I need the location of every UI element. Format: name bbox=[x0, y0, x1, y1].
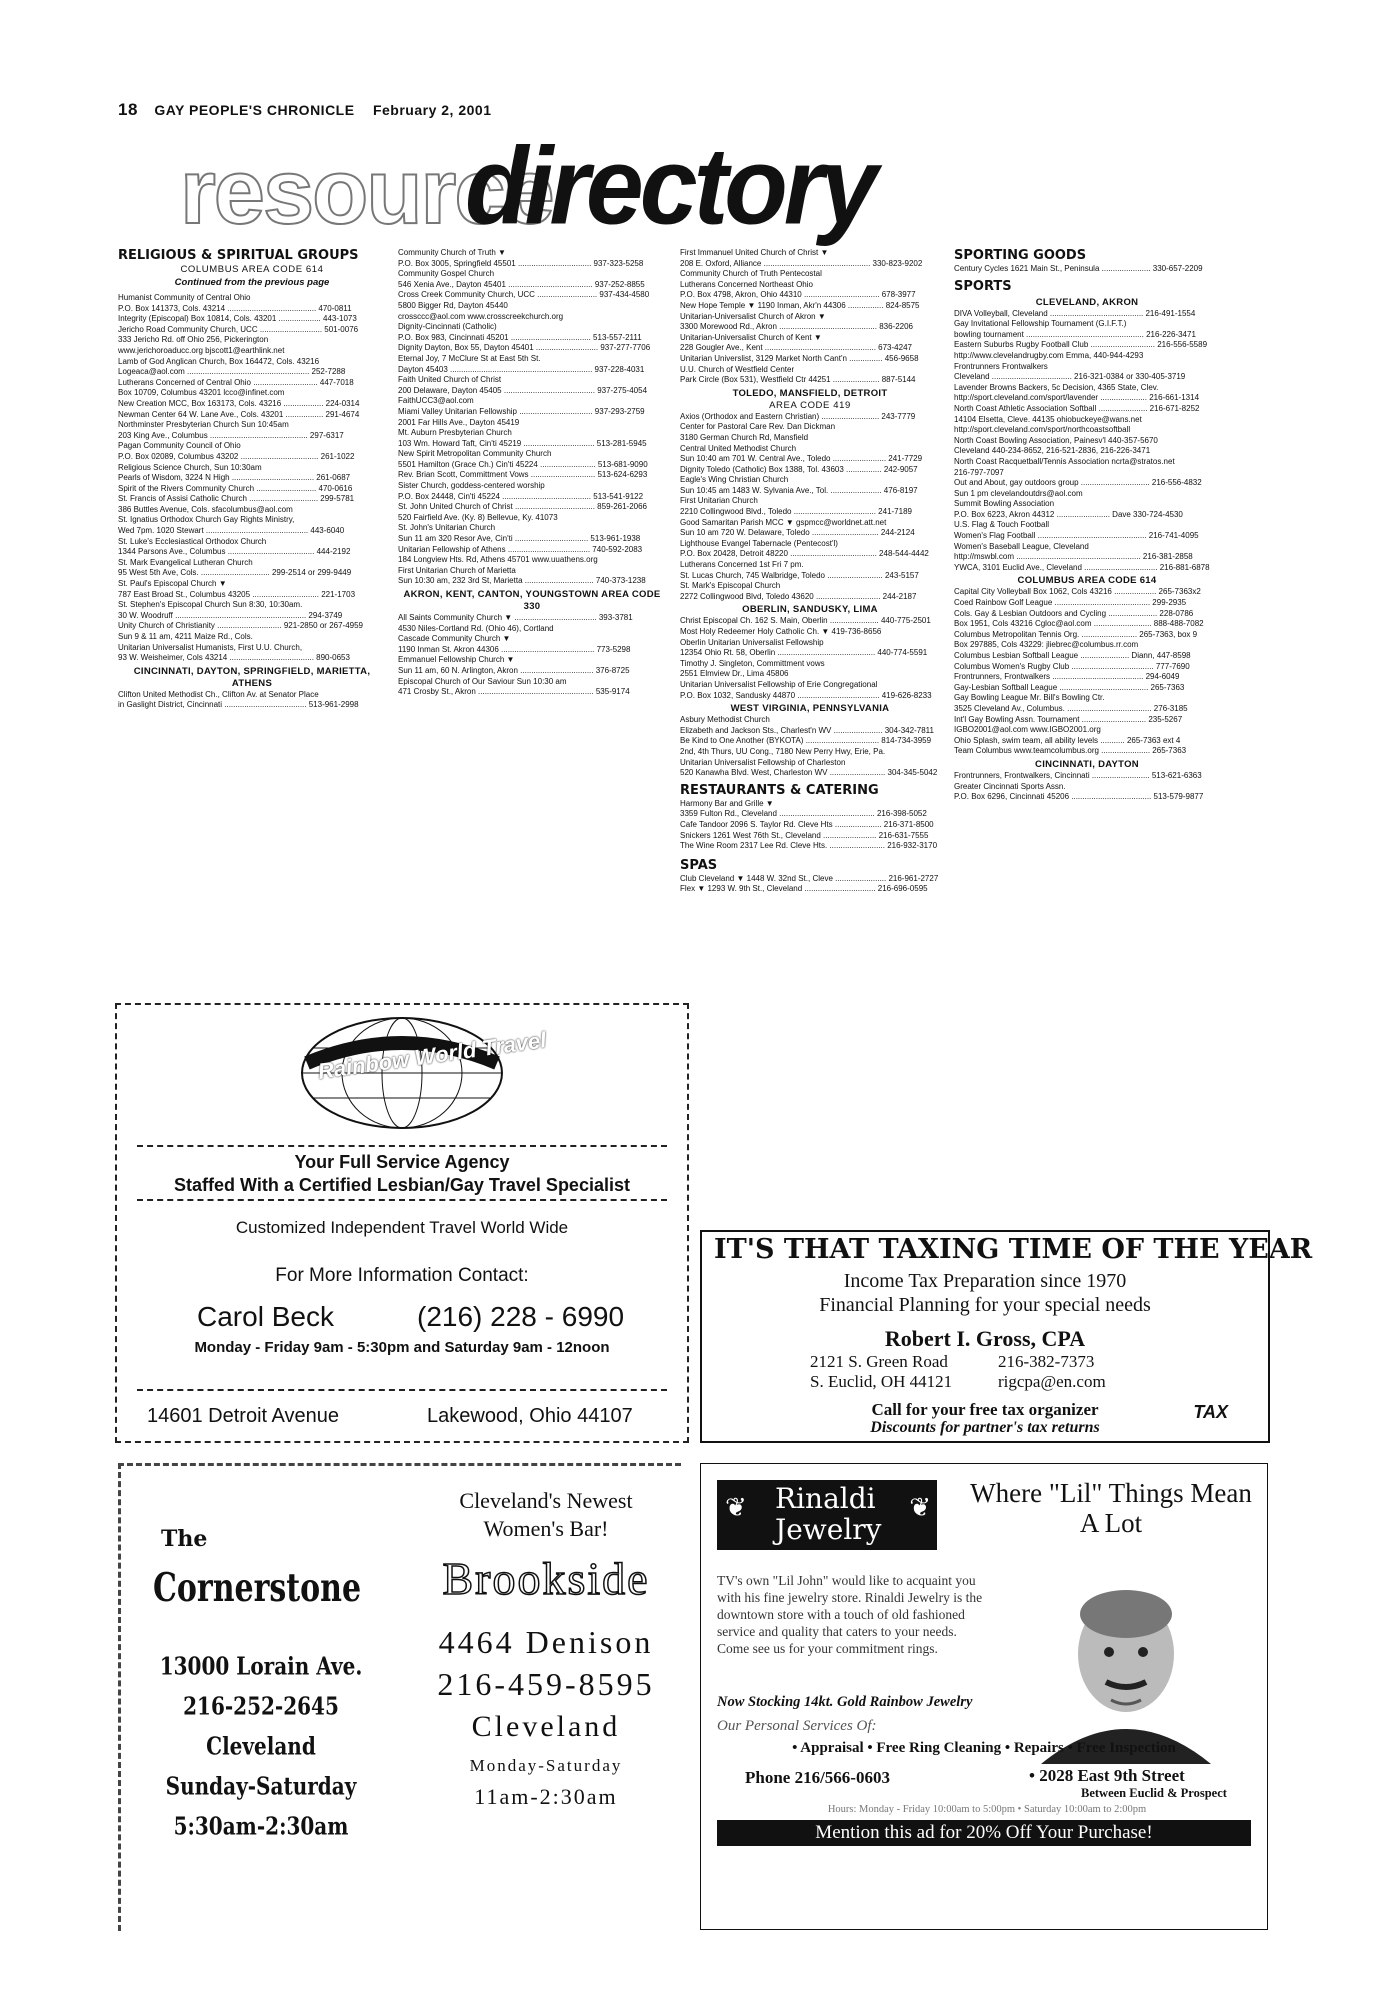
cornerstone-ad bbox=[121, 1466, 401, 1926]
listing-line: 2210 Collingwood Blvd., Toledo ..................................... 241-7189 bbox=[680, 507, 912, 517]
listing-line: Eagle's Wing Christian Church bbox=[680, 475, 789, 485]
rinaldi-logo-line-1: Rinaldi bbox=[775, 1482, 876, 1515]
listing-line: Mt. Auburn Presbyterian Church bbox=[398, 428, 512, 438]
listing-line: Box 10709, Columbus 43201 lcco@infinet.com bbox=[118, 388, 285, 398]
directory-column-2 bbox=[398, 248, 666, 698]
religious-heading: RELIGIOUS & SPIRITUAL GROUPS bbox=[118, 248, 359, 263]
listing-line: http://sport.cleveland.com/sport/lavender ..................... 216-661-1314 bbox=[954, 393, 1200, 403]
listing-line: New Creation MCC, Box 163173, Cols. 43216 .................. 224-0314 bbox=[118, 398, 360, 408]
sporting-goods-heading: SPORTING GOODS bbox=[954, 248, 1087, 263]
listing-line: St. John's Unitarian Church bbox=[398, 523, 496, 533]
listing-line: Religious Science Church, Sun 10:30am bbox=[118, 462, 262, 472]
listing-line: Snickers 1261 West 76th St., Cleveland ........................ 216-631-7555 bbox=[680, 830, 929, 840]
brookside-name: Brookside bbox=[442, 1553, 650, 1604]
listing-line: First Immanuel United Church of Christ ▼ bbox=[680, 248, 829, 257]
listing-line: 200 Delaware, Dayton 45405 ......................................... 937-275-4054 bbox=[398, 385, 648, 395]
listing-line: Wed 7pm. 1020 Stewart .............................................. 443-6040 bbox=[118, 526, 345, 536]
listing-line: Unitarian Universlist, 3129 Market North Cant'n ............... 456-9658 bbox=[680, 353, 919, 363]
listing-line: 184 Longview Hts. Rd, Athens 45701 www.uuathens.org bbox=[398, 555, 598, 565]
listing-line: Gay Bowling League Mr. Bill's Bowling Ctr. bbox=[954, 693, 1105, 703]
listing-line: Women's Flag Football ................................................. 216-741-4095 bbox=[954, 531, 1199, 541]
travel-tagline-3: Customized Independent Travel World Wide bbox=[235, 1218, 569, 1237]
listing-line: Dayton 45403 ................................................................ 937-228-4031 bbox=[398, 364, 645, 374]
listing-line: St. Lucas Church, 745 Walbridge, Toledo ......................... 243-5157 bbox=[680, 570, 919, 580]
listing-line: All Saints Community Church ▼ ..................................... 393-3781 bbox=[398, 613, 633, 622]
listing-line: Most Holy Redeemer Holy Catholic Ch. ▼ 419-736-8656 bbox=[680, 627, 882, 636]
listing-line: 12354 Ohio Rt. 58, Oberlin ............................................ 440-774-5591 bbox=[680, 648, 928, 658]
listing-line: Gay Invitational Fellowship Tournament (G.I.F.T.) bbox=[954, 319, 1127, 329]
listing-line: Sun 10:40 am 701 W. Central Ave., Toledo ........................ 241-7729 bbox=[680, 454, 923, 464]
ornament-icon: ❦ bbox=[909, 1492, 931, 1522]
listing-line: Frontrunners, Frontwalkers ......................................... 294-6049 bbox=[954, 672, 1180, 682]
listing-line: P.O. Box 20428, Detroit 48220 ....................................... 248-544-4442 bbox=[680, 549, 929, 559]
listing-line: Axios (Orthodox and Eastern Christian) .......................... 243-7779 bbox=[680, 411, 916, 421]
listing-line: 228 Gougler Ave., Kent .................................................. 673-4247 bbox=[680, 343, 912, 353]
sports-list-columbus bbox=[954, 587, 1220, 757]
listing-line: Emmanuel Fellowship Church ▼ bbox=[398, 655, 515, 665]
listing-line: Box 297885, Cols 43229: jliebrec@columbus.rr.com bbox=[954, 640, 1139, 650]
banner-title: directory bbox=[465, 126, 875, 248]
tax-address-2: S. Euclid, OH 44121 bbox=[810, 1372, 953, 1391]
listing-line: Int'l Gay Bowling Assn. Tournament ............................. 235-5267 bbox=[954, 714, 1183, 724]
travel-contact-name: Carol Beck bbox=[197, 1301, 334, 1332]
listing-line: Harmony Bar and Grille ▼ bbox=[680, 798, 774, 808]
cornerstone-city: Cleveland bbox=[206, 1731, 316, 1761]
cornerstone-name: Cornerstone bbox=[153, 1566, 362, 1612]
listing-line: 203 King Ave., Columbus ............................................ 297-6317 bbox=[118, 430, 344, 440]
listing-line: North Coast Bowling Association, Painesv'l 440-357-5670 bbox=[954, 435, 1158, 445]
religious-list-akron-cont bbox=[680, 248, 940, 386]
listing-line: First Unitarian Church bbox=[680, 496, 758, 506]
sporting-goods-list bbox=[954, 264, 1220, 275]
listing-line: crossccc@aol.com www.crosscreekchurch.org bbox=[398, 311, 564, 321]
toledo-heading: TOLEDO, MANSFIELD, DETROIT bbox=[732, 387, 888, 399]
cornerstone-days: Sunday-Saturday bbox=[165, 1771, 357, 1801]
toledo-area: AREA CODE 419 bbox=[769, 399, 851, 411]
brookside-hours: 11am-2:30am bbox=[474, 1784, 618, 1809]
page-number: 18 bbox=[118, 100, 138, 119]
spas-heading: SPAS bbox=[680, 857, 718, 873]
travel-divider bbox=[137, 1389, 667, 1391]
tax-line-2: Financial Planning for your special needs bbox=[819, 1294, 1151, 1316]
listing-line: Unitarian Universalist Fellowship of Erie Congregational bbox=[680, 679, 878, 689]
portrait-photo-icon bbox=[1001, 1574, 1251, 1764]
tax-headline-b: TAXING bbox=[878, 1234, 1000, 1265]
rinaldi-stock: Now Stocking 14kt. Gold Rainbow Jewelry bbox=[717, 1694, 973, 1710]
listing-line: IGBO2001@aol.com www.IGBO2001.org bbox=[954, 725, 1101, 735]
listing-line: New Spirit Metropolitan Community Church bbox=[398, 449, 552, 459]
listing-line: P.O. Box 6296, Cincinnati 45206 .................................... 513-579-9877 bbox=[954, 792, 1204, 802]
listing-line: 5501 Hamilton (Grace Ch.) Cin'ti 45224 ......................... 513-681-9090 bbox=[398, 459, 648, 469]
listing-line: Jericho Road Community Church, UCC ............................ 501-0076 bbox=[118, 324, 359, 334]
listing-line: Rev. Brian Scott, Committment Vows ............................. 513-624-6293 bbox=[398, 470, 648, 480]
travel-tagline-1: Your Full Service Agency bbox=[294, 1152, 510, 1172]
rinaldi-slogan: Where "Lil" Things Mean A Lot bbox=[970, 1478, 1252, 1538]
listing-line: 103 Wm. Howard Taft, Cin'ti 45219 ................................ 513-281-5945 bbox=[398, 438, 647, 448]
listing-line: St. Mark Evangelical Lutheran Church bbox=[118, 557, 253, 567]
cornerstone-address: 13000 Lorain Ave. bbox=[159, 1651, 363, 1681]
listing-line: 1344 Parsons Ave., Columbus ....................................... 444-2192 bbox=[118, 547, 351, 557]
ornament-icon: ❦ bbox=[725, 1492, 747, 1522]
listing-line: U.S. Flag & Touch Football bbox=[954, 520, 1050, 530]
listing-line: 2272 Collingwood Blvd, Toledo 43620 ............................. 244-2187 bbox=[680, 591, 917, 601]
sports-columbus-heading: COLUMBUS AREA CODE 614 bbox=[1017, 575, 1157, 587]
listing-line: Sun 10:45 am 1483 W. Sylvania Ave., Tol. ....................... 476-8197 bbox=[680, 485, 918, 495]
listing-line: Clifton United Methodist Ch., Clifton Av. at Senator Place bbox=[118, 689, 319, 699]
brookside-phone: 216-459-8595 bbox=[437, 1666, 655, 1702]
listing-line: New Hope Temple ▼ 1190 Inman, Akr'n 44306 ................ 824-8575 bbox=[680, 300, 920, 310]
listing-line: 4530 Niles-Cortland Rd. (Ohio 46), Cortland bbox=[398, 623, 554, 633]
travel-phone: (216) 228 - 6990 bbox=[417, 1301, 625, 1332]
listing-line: Box 1951, Cols 43216 Cgloc@aol.com .......................... 888-488-7082 bbox=[954, 619, 1204, 629]
tax-line-1: Income Tax Preparation since 1970 bbox=[843, 1270, 1127, 1292]
listing-line: Dignity-Cincinnati (Catholic) bbox=[398, 322, 497, 332]
religious-list-wv bbox=[680, 715, 940, 779]
listing-line: Community Gospel Church bbox=[398, 269, 495, 279]
listing-line: www.jerichoroaducc.org bjscott1@earthlink.net bbox=[118, 345, 285, 355]
directory-column-3 bbox=[680, 248, 940, 895]
listing-line: YWCA, 3101 Euclid Ave., Cleveland ................................. 216-881-6878 bbox=[954, 562, 1210, 572]
listing-line: Sun 9 & 11 am, 4211 Maize Rd., Cols. bbox=[118, 632, 253, 641]
listing-line: 3359 Fulton Rd., Cleveland ........................................... 216-398-5052 bbox=[680, 809, 927, 819]
rinaldi-services: • Appraisal • Free Ring Cleaning • Repairs • Free Inspection bbox=[792, 1740, 1176, 1756]
sports-list-cleveland bbox=[954, 309, 1220, 574]
travel-address: 14601 Detroit Avenue bbox=[147, 1405, 340, 1427]
listing-line: Lavender Browns Backers, 5c Decision, 4365 State, Clev. bbox=[954, 382, 1159, 392]
listing-line: Capital City Volleyball Box 1062, Cols 43216 ................... 265-7363x2 bbox=[954, 587, 1201, 597]
listing-line: Center for Pastoral Care Rev. Dan Dickman bbox=[680, 422, 836, 432]
listing-line: Unity Church of Christianity ............................. 921-2850 or 267-4959 bbox=[118, 621, 363, 631]
listing-line: 216-797-7097 bbox=[954, 467, 1004, 477]
tax-call: Call for your free tax organizer bbox=[871, 1400, 1099, 1419]
directory-column-1 bbox=[118, 248, 386, 711]
rinaldi-phone: Phone 216/566-0603 bbox=[745, 1768, 890, 1787]
cornerstone-the: The bbox=[161, 1526, 208, 1552]
listing-line: Columbus Lesbian Softball League ...................... Diann, 447-8598 bbox=[954, 651, 1191, 660]
listing-line: Pagan Community Council of Ohio bbox=[118, 441, 241, 451]
listing-line: Frontrunners, Frontwalkers, Cincinnati .......................... 513-621-6363 bbox=[954, 770, 1202, 780]
listing-line: DIVA Volleyball, Cleveland .......................................... 216-491-1554 bbox=[954, 308, 1196, 318]
listing-line: Lamb of God Anglican Church, Box 164472, Cols. 43216 bbox=[118, 356, 320, 366]
listing-line: P.O. Box 6223, Akron 44312 ........................ Dave 330-724-4530 bbox=[954, 509, 1183, 519]
tax-logo-icon: TAX bbox=[1193, 1402, 1228, 1422]
listing-line: Sun 11 am 320 Resor Ave, Cin'ti ................................. 513-961-1938 bbox=[398, 534, 641, 544]
listing-line: Unitarian-Universalist Church of Kent ▼ bbox=[680, 332, 822, 342]
listing-line: 208 E. Oxford, Alliance ................................................ 330-823-9202 bbox=[680, 258, 923, 268]
cincinnati-heading: CINCINNATI, DAYTON, SPRINGFIELD, MARIETTA, ATHENS bbox=[133, 665, 371, 689]
listing-line: 546 Xenia Ave., Dayton 45401 ...................................... 937-252-8855 bbox=[398, 279, 645, 289]
listing-line: Integrity (Episcopal) Box 10814, Cols. 43201 ................... 443-1073 bbox=[118, 314, 357, 324]
listing-line: Cleveland .................................... 216-321-0384 or 330-405-3719 bbox=[954, 372, 1186, 382]
listing-line: U.U. Church of Westfield Center bbox=[680, 364, 795, 374]
listing-line: The Wine Room 2317 Lee Rd. Cleve Hts. ......................... 216-932-3170 bbox=[680, 841, 938, 851]
brookside-tagline-1: Cleveland's Newest bbox=[459, 1488, 633, 1513]
listing-line: Be Kind to One Another (BYKOTA) ................................. 814-734-3959 bbox=[680, 736, 932, 746]
brookside-city: Cleveland bbox=[471, 1710, 621, 1743]
listing-line: Community Church of Truth ▼ bbox=[398, 248, 506, 257]
listing-line: Humanist Community of Central Ohio bbox=[118, 293, 251, 302]
listing-line: Park Circle (Box 531), Westfield Ctr 44251 ..................... 887-5144 bbox=[680, 375, 916, 385]
tax-name: Robert I. Gross, CPA bbox=[884, 1326, 1086, 1351]
tax-email: rigcpa@en.com bbox=[998, 1372, 1106, 1391]
listing-line: 14104 Elsetta, Cleve. 44135 ohiobuckeye@wans.net bbox=[954, 414, 1142, 424]
listing-line: Lighthouse Evangel Tabernacle (Pentecost'l) bbox=[680, 538, 838, 548]
akron-heading: AKRON, KENT, CANTON, YOUNGSTOWN AREA CODE 330 bbox=[403, 589, 661, 612]
listing-line: Team Columbus www.teamcolumbus.org ...................... 265-7363 bbox=[954, 746, 1187, 756]
listing-line: P.O. Box 4798, Akron, Ohio 44310 .................................. 678-3977 bbox=[680, 290, 916, 300]
listing-line: 1190 Inman St. Akron 44306 .......................................... 773-5298 bbox=[398, 644, 631, 654]
listing-line: 471 Crosby St., Akron .................................................... 535-9174 bbox=[398, 687, 630, 697]
travel-hours: Monday - Friday 9am - 5:30pm and Saturday 9am - 12noon bbox=[194, 1339, 610, 1356]
listing-line: Club Cleveland ▼ 1448 W. 32nd St., Cleve ....................... 216-961-2727 bbox=[680, 873, 939, 883]
rinaldi-street: • 2028 East 9th Street bbox=[1029, 1766, 1185, 1785]
tax-ad bbox=[700, 1230, 1313, 1443]
brookside-address: 4464 Denison bbox=[438, 1624, 654, 1660]
listing-line: Columbus Women's Rugby Club ..................................... 777-7690 bbox=[954, 661, 1190, 671]
religious-list-cincinnati bbox=[118, 690, 386, 711]
sports-cincinnati-heading: CINCINNATI, DAYTON bbox=[1035, 758, 1139, 770]
travel-contact-label: For More Information Contact: bbox=[275, 1265, 529, 1286]
tax-discount: Discounts for partner's tax returns bbox=[870, 1419, 1100, 1436]
continued-note: Continued from the previous page bbox=[174, 277, 330, 288]
listing-line: Dignity Dayton, Box 55, Dayton 45401 ............................ 937-277-7706 bbox=[398, 343, 651, 353]
listing-line: Pearls of Wisdom, 3224 N High ..................................... 261-0687 bbox=[118, 473, 351, 483]
listing-line: 520 Fairfield Ave. (Ky. 8) Bellevue, Ky. 41073 bbox=[398, 512, 558, 522]
listing-line: Unitarian-Universalist Church of Akron ▼ bbox=[680, 311, 826, 321]
travel-ad bbox=[115, 1003, 689, 1443]
listing-line: Logeaca@aol.com ....................................................... 252-7288 bbox=[118, 367, 346, 377]
listing-line: Century Cycles 1621 Main St., Peninsula ...................... 330-657-2209 bbox=[954, 264, 1203, 273]
columbus-area-label: COLUMBUS AREA CODE 614 bbox=[180, 264, 324, 275]
rinaldi-services-label: Our Personal Services Of: bbox=[717, 1718, 877, 1734]
listing-line: in Gaslight District, Cincinnati ..................................... 513-961-2998 bbox=[118, 700, 359, 710]
wv-heading: WEST VIRGINIA, PENNSYLVANIA bbox=[730, 703, 890, 715]
rinaldi-ad bbox=[700, 1463, 1268, 1930]
listing-line: St. Stephen's Episcopal Church Sun 8:30, 10:30am. bbox=[118, 600, 303, 610]
listing-line: Northminster Presbyterian Church Sun 10:45am bbox=[118, 420, 289, 430]
restaurants-heading: RESTAURANTS & CATERING bbox=[680, 782, 879, 798]
listing-line: Community Church of Truth Pentecostal bbox=[680, 269, 822, 279]
listing-line: 520 Kanawha Blvd. West, Charleston WV ......................... 304-345-5042 bbox=[680, 768, 938, 778]
tax-headline-c: TIME OF THE YEAR bbox=[999, 1234, 1313, 1265]
tax-headline-a: IT'S THAT bbox=[714, 1234, 879, 1265]
listing-line: 5800 Bigger Rd, Dayton 45440 bbox=[398, 300, 508, 310]
religious-list-akron bbox=[398, 613, 666, 698]
listing-line: Frontrunners Frontwalkers bbox=[954, 361, 1048, 371]
listing-line: Oberlin Unitarian Universalist Fellowship bbox=[680, 637, 824, 647]
issue-date: February 2, 2001 bbox=[372, 102, 492, 118]
listing-line: Episcopal Church of Our Saviour Sun 10:30 am bbox=[398, 676, 567, 686]
restaurants-list bbox=[680, 799, 940, 852]
directory-column-4 bbox=[954, 248, 1220, 803]
listing-line: St. Paul's Episcopal Church ▼ bbox=[118, 579, 227, 589]
listing-line: 2551 Elmview Dr., Lima 45806 bbox=[680, 669, 789, 679]
listing-line: Greater Cincinnati Sports Assn. bbox=[954, 781, 1066, 791]
spas-list bbox=[680, 874, 940, 895]
listing-line: Unitarian Fellowship of Athens ..................................... 740-592-2083 bbox=[398, 544, 643, 554]
listing-line: Central United Methodist Church bbox=[680, 443, 797, 453]
listing-line: St. Ignatius Orthodox Church Gay Rights Ministry, bbox=[118, 515, 295, 525]
listing-line: 3525 Cleveland Av., Columbus. ...................................... 276-3185 bbox=[954, 703, 1188, 713]
listing-line: Timothy J. Singleton, Committment vows bbox=[680, 658, 825, 668]
brookside-days: Monday-Saturday bbox=[469, 1756, 623, 1775]
listing-line: Faith United Church of Christ bbox=[398, 375, 502, 385]
listing-line: Lutherans Concerned Northeast Ohio bbox=[680, 279, 813, 289]
listing-line: Miami Valley Unitarian Fellowship ................................. 937-293-2759 bbox=[398, 406, 645, 416]
listing-line: Ohio Splash, swim team, all ability levels ........... 265-7363 ext 4 bbox=[954, 735, 1181, 745]
listing-line: 333 Jericho Rd. off Ohio 256, Pickerington bbox=[118, 335, 269, 345]
listing-line: Dignity Toledo (Catholic) Box 1388, Tol. 43603 ................ 242-9057 bbox=[680, 464, 918, 474]
tax-phone: 216-382-7373 bbox=[998, 1352, 1095, 1371]
religious-list-columbus bbox=[118, 293, 386, 664]
travel-city: Lakewood, Ohio 44107 bbox=[427, 1405, 633, 1427]
listing-line: 386 Buttles Avenue, Cols. sfacolumbus@aol.com bbox=[118, 504, 293, 514]
brookside-tagline-2: Women's Bar! bbox=[483, 1516, 609, 1541]
listing-line: http://www.clevelandrugby.com Emma, 440-944-4293 bbox=[954, 350, 1144, 360]
listing-line: Sun 10 am 720 W. Delaware, Toledo .............................. 244-2124 bbox=[680, 528, 915, 538]
listing-line: Spirit of the Rivers Community Church ........................... 470-0616 bbox=[118, 483, 353, 493]
listing-line: Columbus Metropolitan Tennis Org. ......................... 265-7363, box 9 bbox=[954, 629, 1198, 639]
listing-line: 93 W. Weisheimer, Cols 43214 ...................................... 890-0653 bbox=[118, 653, 350, 663]
listing-line: Cleveland 440-234-8652, 216-521-2836, 216-226-3471 bbox=[954, 446, 1151, 456]
tax-address-1: 2121 S. Green Road bbox=[810, 1352, 948, 1371]
brookside-ad bbox=[411, 1466, 681, 1926]
listing-line: bowling tournament ..................................................... 216-226-3471 bbox=[954, 329, 1196, 339]
travel-tagline-2: Staffed With a Certified Lesbian/Gay Travel Specialist bbox=[174, 1175, 630, 1195]
tax-headline bbox=[714, 1234, 1312, 1265]
listing-line: Sun 11 am, 60 N. Arlington, Akron ................................. 376-8725 bbox=[398, 665, 630, 675]
oberlin-heading: OBERLIN, SANDUSKY, LIMA bbox=[742, 604, 878, 616]
listing-line: http://sport.cleveland.com/sport/northcoastsoftball bbox=[954, 425, 1131, 435]
listing-line: P.O. Box 983, Cincinnati 45201 .................................... 513-557-2111 bbox=[398, 332, 642, 342]
listing-line: Asbury Methodist Church bbox=[680, 715, 770, 725]
listing-line: Flex ▼ 1293 W. 9th St., Cleveland ................................ 216-696-0595 bbox=[680, 884, 928, 894]
listing-line: North Coast Athletic Association Softball ...................... 216-671-8252 bbox=[954, 403, 1200, 413]
listing-line: Lutherans Concerned of Central Ohio ............................. 447-7018 bbox=[118, 377, 354, 387]
listing-line: Unitarian Universalist Fellowship of Charleston bbox=[680, 757, 846, 767]
listing-line: St. Luke's Ecclesiastical Orthodox Church bbox=[118, 536, 267, 546]
bar-ads bbox=[118, 1463, 681, 1931]
listing-line: FaithUCC3@aol.com bbox=[398, 396, 474, 406]
listing-line: First Unitarian Church of Marietta bbox=[398, 565, 516, 575]
listing-line: http://mswbl.com ........................................................ 216-381-2858 bbox=[954, 552, 1193, 562]
listing-line: Out and About, gay outdoors group ............................... 216-556-4832 bbox=[954, 478, 1202, 488]
banner-ghost-word: resource bbox=[180, 141, 553, 243]
listing-line: Newman Center 64 W. Lane Ave., Cols. 43201 ................. 291-4674 bbox=[118, 409, 360, 419]
listing-line: Eternal Joy, 7 McClure St at East 5th St. bbox=[398, 353, 541, 363]
listing-line: P.O. Box 02089, Columbus 43202 ................................... 261-1022 bbox=[118, 451, 355, 461]
listing-line: P.O. Box 141373, Cols. 43214 ........................................ 470-0811 bbox=[118, 303, 352, 313]
religious-list-toledo bbox=[680, 412, 940, 603]
rinaldi-body: TV's own "Lil John" would like to acquaint you with his fine jewelry store. Rinaldi Jewelry is the downtown store with a touch of old fashioned service and quality that caters to your needs. Come see us for your commitment rings. bbox=[717, 1573, 983, 1656]
listing-line: P.O. Box 24448, Cin'ti 45224 ........................................ 513-541-9122 bbox=[398, 491, 644, 501]
listing-line: Women's Baseball League, Cleveland bbox=[954, 541, 1089, 551]
section-banner bbox=[180, 126, 875, 248]
listing-line: 3300 Morewood Rd., Akron ............................................ 836-2206 bbox=[680, 322, 913, 332]
listing-line: Elizabeth and Jackson Sts., Charlest'n WV ...................... 304-342-7811 bbox=[680, 725, 934, 735]
listing-line: Cascade Community Church ▼ bbox=[398, 634, 511, 644]
page-header bbox=[118, 100, 491, 120]
rinaldi-between: Between Euclid & Prospect bbox=[1081, 1786, 1227, 1800]
travel-logo-text: Rainbow World Travel bbox=[316, 1027, 548, 1084]
listing-line: 2001 Far Hills Ave., Dayton 45419 bbox=[398, 417, 520, 427]
rinaldi-logo-line-2: Jewelry bbox=[775, 1513, 882, 1546]
sports-cleveland-heading: CLEVELAND, AKRON bbox=[1035, 296, 1139, 308]
sports-list-cincinnati bbox=[954, 771, 1220, 803]
listing-line: P.O. Box 1032, Sandusky 44870 ..................................... 419-626-8233 bbox=[680, 690, 932, 700]
listing-line: Sister Church, goddess-centered worship bbox=[398, 481, 545, 491]
listing-line: Coed Rainbow Golf League ........................................... 299-2935 bbox=[954, 598, 1187, 608]
rinaldi-mention: Mention this ad for 20% Off Your Purchase! bbox=[717, 1820, 1251, 1846]
listing-line: Cafe Tandoor 2096 S. Taylor Rd. Cleve Hts ..................... 216-371-8500 bbox=[680, 819, 934, 829]
publication-name: GAY PEOPLE'S CHRONICLE bbox=[154, 102, 355, 118]
listing-line: Good Samaritan Parish MCC ▼ gspmcc@worldnet.att.net bbox=[680, 517, 887, 527]
listing-line: 787 East Broad St., Columbus 43205 .............................. 221-1703 bbox=[118, 589, 356, 599]
listing-line: St. Francis of Assisi Catholic Church ............................... 299-5781 bbox=[118, 494, 355, 504]
listing-line: Sun 10:30 am, 232 3rd St, Marietta ............................... 740-373-1238 bbox=[398, 576, 646, 586]
rinaldi-hours: Hours: Monday - Friday 10:00am to 5:00pm • Saturday 10:00am to 2:00pm bbox=[827, 1804, 1147, 1815]
listing-line: Eastern Suburbs Rugby Football Club ............................. 216-556-5589 bbox=[954, 340, 1208, 350]
cornerstone-phone: 216-252-2645 bbox=[183, 1691, 339, 1721]
listing-line: Summit Bowling Association bbox=[954, 499, 1055, 509]
listing-line: 30 W. Woodruff ........................................................... 294-3749 bbox=[118, 610, 343, 620]
rinaldi-logo bbox=[717, 1480, 937, 1550]
listing-line: St. John United Church of Christ .................................... 859-261-2066 bbox=[398, 502, 647, 512]
listing-line: North Coast Racquetball/Tennis Association ncrta@stratos.net bbox=[954, 456, 1175, 466]
listing-line: P.O. Box 3005, Springfield 45501 ................................. 937-323-5258 bbox=[398, 258, 644, 268]
listing-line: Cols. Gay & Lesbian Outdoors and Cycling ...................... 228-0786 bbox=[954, 608, 1194, 618]
listing-line: St. Mark's Episcopal Church bbox=[680, 581, 781, 591]
listing-line: Cross Creek Community Church, UCC ........................... 937-434-4580 bbox=[398, 290, 650, 300]
listing-line: 3180 German Church Rd, Mansfield bbox=[680, 432, 809, 442]
sports-heading: SPORTS bbox=[954, 278, 1012, 294]
listing-line: Sun 1 pm clevelandoutdrs@aol.com bbox=[954, 488, 1083, 498]
listing-line: 2nd, 4th Thurs, UU Cong., 7180 New Perry Hwy, Erie, Pa. bbox=[680, 746, 886, 756]
listing-line: Lutherans Concerned 1st Fri 7 pm. bbox=[680, 560, 804, 570]
religious-list-dayton bbox=[398, 248, 666, 587]
listing-line: Gay-Lesbian Softball League ........................................ 265-7363 bbox=[954, 682, 1185, 692]
listing-line: Unitarian Universalist Humanists, First U.U. Church, bbox=[118, 642, 303, 652]
cornerstone-hours: 5:30am-2:30am bbox=[173, 1811, 349, 1841]
religious-list-oberlin bbox=[680, 616, 940, 701]
listing-line: Christ Episcopal Ch. 162 S. Main, Oberlin ...................... 440-775-2501 bbox=[680, 616, 931, 626]
listing-line: 95 West 5th Ave, Cols. ............................... 299-2514 or 299-9449 bbox=[118, 568, 352, 578]
